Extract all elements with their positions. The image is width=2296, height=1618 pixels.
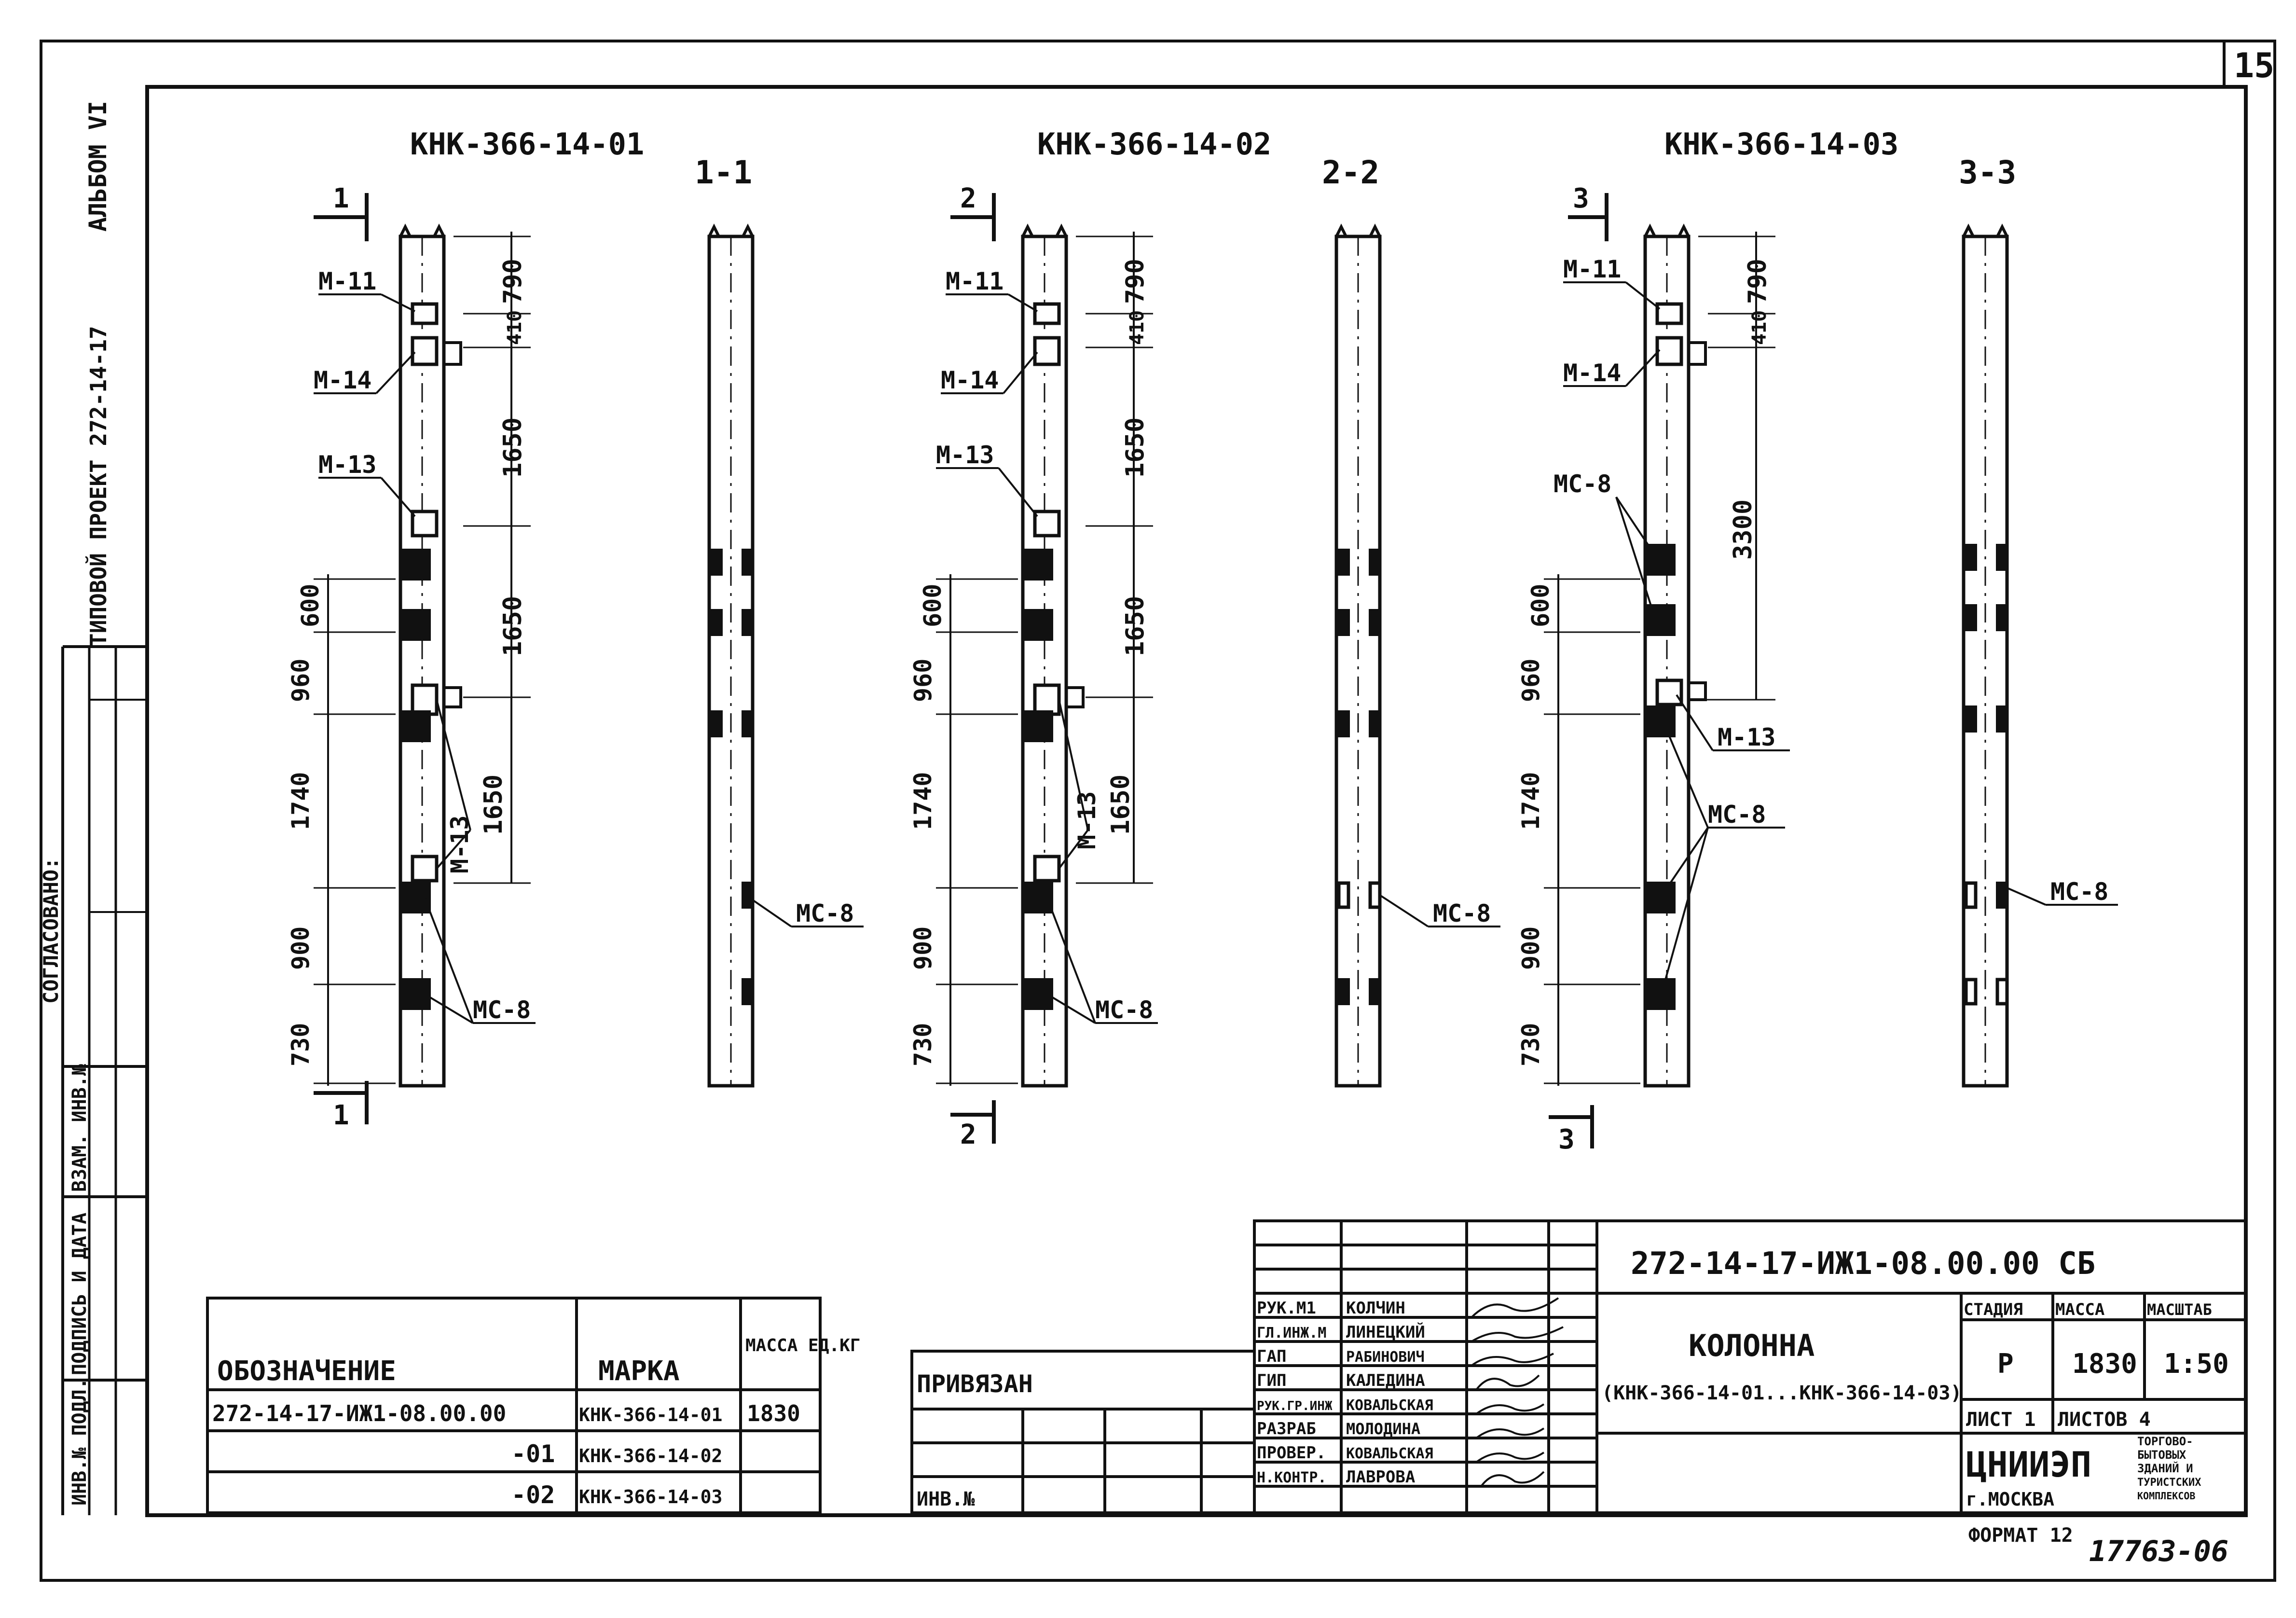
name-1: ЛИНЕЦКИЙ bbox=[1346, 1323, 1425, 1342]
format-label: ФОРМАТ 12 bbox=[1968, 1524, 2073, 1547]
name-7: ЛАВРОВА bbox=[1346, 1467, 1416, 1487]
view-1-cut-top: 1 bbox=[333, 183, 349, 214]
archive-number: 17763-06 bbox=[2089, 1535, 2228, 1568]
dim-1740-2: 1740 bbox=[909, 772, 937, 830]
section-1-mc8: МС-8 bbox=[796, 899, 854, 927]
signature-7 bbox=[1481, 1472, 1544, 1486]
stage-val-2: 1:50 bbox=[2164, 1348, 2229, 1380]
stage-head-2: МАСШТАБ bbox=[2147, 1300, 2212, 1319]
dim-1650a-2: 1650 bbox=[1121, 417, 1150, 478]
view-1-section-title: 1-1 bbox=[695, 154, 753, 191]
name-6: КОВАЛЬСКАЯ bbox=[1346, 1445, 1433, 1462]
role-4: РУК.ГР.ИНЖ bbox=[1257, 1399, 1333, 1413]
sign-label: ПОДПИСЬ И ДАТА bbox=[69, 1212, 91, 1375]
dim-410-1: 410 bbox=[504, 310, 526, 345]
view-1-cut-bottom: 1 bbox=[333, 1100, 349, 1131]
signature-2 bbox=[1471, 1354, 1554, 1366]
spec-r2-c0: -02 bbox=[511, 1481, 555, 1509]
section-3-mc8: МС-8 bbox=[2050, 878, 2109, 906]
dim-960-1: 960 bbox=[287, 658, 315, 702]
tie-inv: ИНВ.№ bbox=[917, 1488, 975, 1510]
dim-1740-3: 1740 bbox=[1517, 772, 1545, 830]
label-m15-1: М-13 bbox=[446, 815, 474, 873]
spec-r0-c2: 1830 bbox=[747, 1400, 800, 1426]
spec-r1-c0: -01 bbox=[511, 1440, 555, 1468]
dim-1650b-1: 1650 bbox=[498, 595, 527, 656]
dim-1650b-2: 1650 bbox=[1121, 595, 1150, 656]
view-2 bbox=[909, 126, 1500, 1150]
sheet-no: ЛИСТ 1 bbox=[1966, 1409, 2036, 1431]
dim-600-2: 600 bbox=[919, 583, 947, 627]
label-m15-2: М-13 bbox=[1073, 791, 1101, 849]
signature-0 bbox=[1471, 1298, 1558, 1317]
role-5: РАЗРАБ bbox=[1257, 1419, 1316, 1438]
view-1-mark: КНК-366-14-01 bbox=[410, 126, 645, 162]
stage-val-1: 1830 bbox=[2072, 1348, 2137, 1380]
spec-r1-c1: КНК-366-14-02 bbox=[579, 1445, 723, 1466]
title-name: КОЛОННА bbox=[1689, 1328, 1815, 1363]
dim-730-2: 730 bbox=[909, 1023, 937, 1066]
spec-r0-c1: КНК-366-14-01 bbox=[579, 1404, 723, 1425]
replace-label: ВЗАМ. ИНВ.№ bbox=[69, 1064, 91, 1192]
tie-title: ПРИВЯЗАН bbox=[917, 1370, 1033, 1398]
name-3: КАЛЕДИНА bbox=[1346, 1371, 1425, 1390]
label-m14-2: М-14 bbox=[941, 366, 999, 394]
org-sub-0: ТОРГОВО- bbox=[2137, 1435, 2193, 1448]
label-mc8-1: МС-8 bbox=[473, 996, 531, 1024]
org-name: ЦНИИЭП bbox=[1966, 1444, 2092, 1485]
view-2-mark: КНК-366-14-02 bbox=[1037, 126, 1272, 162]
spec-header-mass: МАССА ЕД.КГ bbox=[745, 1336, 861, 1355]
name-4: КОВАЛЬСКАЯ bbox=[1346, 1397, 1433, 1414]
view-3-cut-bottom: 3 bbox=[1558, 1124, 1575, 1155]
label-mc8-3b: МС-8 bbox=[1708, 801, 1766, 829]
spec-r0-c0: 272-14-17-ИЖ1-08.00.00 bbox=[212, 1400, 507, 1426]
view-1 bbox=[287, 126, 864, 1131]
dim-1650a-1: 1650 bbox=[498, 417, 527, 478]
org-city: г.МОСКВА bbox=[1966, 1489, 2055, 1510]
dim-960-3: 960 bbox=[1517, 658, 1545, 702]
view-3-cut-top: 3 bbox=[1573, 183, 1589, 214]
stage-val-0: Р bbox=[1997, 1348, 2014, 1380]
org-sub-1: БЫТОВЫХ bbox=[2137, 1448, 2186, 1462]
role-1: ГЛ.ИНЖ.М bbox=[1257, 1325, 1327, 1341]
org-sub-3: ТУРИСТСКИХ bbox=[2137, 1477, 2201, 1489]
label-m11-1: М-11 bbox=[318, 267, 377, 295]
dim-1650c-1: 1650 bbox=[479, 774, 508, 835]
role-6: ПРОВЕР. bbox=[1257, 1443, 1326, 1463]
roles-table bbox=[1254, 1298, 1597, 1487]
name-2: РАБИНОВИЧ bbox=[1346, 1349, 1425, 1366]
view-3 bbox=[1517, 126, 2118, 1155]
name-0: КОЛЧИН bbox=[1346, 1299, 1405, 1318]
view-3-section-title: 3-3 bbox=[1959, 154, 2017, 191]
org-sub-4: КОМПЛЕКСОВ bbox=[2137, 1490, 2196, 1502]
spec-header-designation: ОБОЗНАЧЕНИЕ bbox=[217, 1355, 396, 1387]
label-mc8-3a: МС-8 bbox=[1554, 470, 1612, 498]
dim-790-3: 790 bbox=[1743, 259, 1772, 304]
dim-960-2: 960 bbox=[909, 658, 937, 702]
dim-790-2: 790 bbox=[1121, 259, 1150, 304]
label-m11-2: М-11 bbox=[946, 267, 1004, 295]
name-5: МОЛОДИНА bbox=[1346, 1420, 1421, 1438]
dim-900-3: 900 bbox=[1517, 926, 1545, 970]
dim-600-1: 600 bbox=[296, 583, 324, 627]
sheets-count: ЛИСТОВ 4 bbox=[2058, 1409, 2151, 1431]
sheet-number: 15 bbox=[2234, 46, 2275, 85]
project-label: ТИПОВОЙ ПРОЕКТ 272-14-17 bbox=[85, 326, 111, 647]
left-stamp bbox=[39, 101, 147, 1515]
dim-410-2: 410 bbox=[1126, 310, 1148, 345]
view-2-section-title: 2-2 bbox=[1322, 154, 1380, 191]
role-7: Н.КОНТР. bbox=[1257, 1469, 1327, 1486]
dim-3300-3: 3300 bbox=[1729, 499, 1758, 560]
album-label: АЛЬБОМ VI bbox=[84, 101, 112, 232]
role-2: ГАП bbox=[1257, 1347, 1287, 1366]
label-m14-1: М-14 bbox=[314, 366, 372, 394]
section-2-mc8: МС-8 bbox=[1433, 899, 1491, 927]
dim-900-2: 900 bbox=[909, 926, 937, 970]
org-sub-2: ЗДАНИЙ И bbox=[2137, 1462, 2193, 1475]
inv-label: ИНВ.№ ПОДЛ. bbox=[69, 1378, 91, 1506]
stage-head-0: СТАДИЯ bbox=[1964, 1300, 2023, 1319]
spec-header-mark: МАРКА bbox=[598, 1355, 680, 1387]
dim-600-3: 600 bbox=[1526, 583, 1554, 627]
label-mc8-2: МС-8 bbox=[1095, 996, 1154, 1024]
title-subname: (КНК-366-14-01...КНК-366-14-03) bbox=[1602, 1382, 1962, 1404]
tie-block bbox=[912, 1351, 1254, 1513]
dim-790-1: 790 bbox=[498, 259, 527, 304]
dim-900-1: 900 bbox=[287, 926, 315, 970]
label-m13-3: М-13 bbox=[1718, 723, 1776, 751]
dim-730-3: 730 bbox=[1517, 1023, 1545, 1066]
dim-1740-1: 1740 bbox=[287, 772, 315, 830]
stage-head-1: МАССА bbox=[2055, 1300, 2105, 1319]
label-m13-2: М-13 bbox=[936, 441, 994, 469]
label-m11-3: М-11 bbox=[1563, 255, 1622, 283]
title-code: 272-14-17-ИЖ1-08.00.00 СБ bbox=[1631, 1246, 2096, 1282]
label-m14-3: М-14 bbox=[1563, 359, 1622, 387]
view-2-cut-top: 2 bbox=[960, 183, 976, 214]
view-3-mark: КНК-366-14-03 bbox=[1664, 126, 1899, 162]
dim-410-3: 410 bbox=[1748, 310, 1771, 345]
view-2-cut-bottom: 2 bbox=[960, 1119, 976, 1150]
spec-r2-c1: КНК-366-14-03 bbox=[579, 1486, 723, 1507]
agreed-label: СОГЛАСОВАНО: bbox=[39, 857, 63, 1004]
role-0: РУК.М1 bbox=[1257, 1299, 1316, 1318]
spec-table bbox=[207, 1298, 860, 1513]
label-m13-1: М-13 bbox=[318, 451, 377, 479]
signature-3 bbox=[1476, 1375, 1539, 1390]
title-block bbox=[1254, 1221, 2246, 1513]
role-3: ГИП bbox=[1257, 1371, 1287, 1390]
dim-1650c-2: 1650 bbox=[1106, 774, 1135, 835]
dim-730-1: 730 bbox=[287, 1023, 315, 1066]
